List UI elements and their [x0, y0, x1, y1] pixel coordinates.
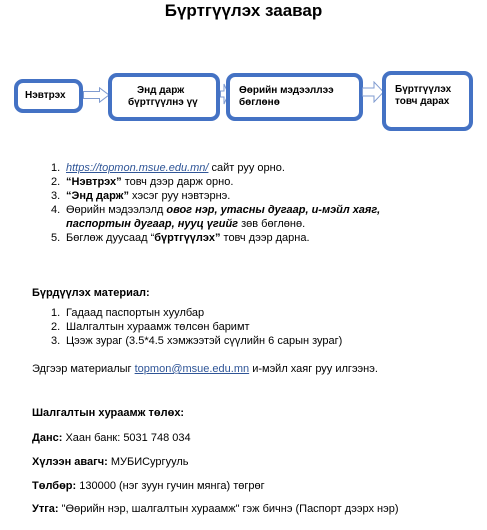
payment-value: МУБИСургууль [107, 456, 189, 468]
payment-heading: Шалгалтын хураамж төлөх: [32, 407, 185, 419]
emphasis-text: “Энд дарж” [66, 190, 129, 202]
materials-heading: Бүрдүүлэх материал: [32, 287, 150, 299]
flow-step-label: бөглөнө [239, 97, 280, 108]
emphasis-text: овог нэр, утасны дугаар, и-мэйл хаяг, [166, 204, 381, 216]
flow-step-login [14, 79, 83, 113]
list-number: 2. [51, 176, 61, 188]
emphasis-text: “Нэвтрэх” [66, 176, 122, 188]
flow-step-click-here [108, 73, 220, 121]
list-text: Цээж зураг (3.5*4.5 хэмжээтэй сүүлийн 6 сарын зураг) [66, 335, 343, 347]
list-text: зөв бөглөнө. [238, 218, 306, 230]
payment-row-amount [32, 480, 265, 492]
payment-key: Данс: [32, 432, 63, 444]
flow-step-label: товч дарах [395, 96, 450, 107]
flow-step-label: Бүртгүүлэх [395, 84, 452, 95]
note-text: и-мэйл хаяг руу илгээнэ. [249, 363, 378, 375]
site-link[interactable]: https://topmon.msue.edu.mn/ [66, 162, 209, 174]
payment-key: Утга: [32, 503, 59, 515]
list-text: сайт руу орно. [208, 162, 285, 174]
list-text: Шалгалтын хураамж төлсөн баримт [66, 321, 250, 333]
list-text: Бөглөж дуусаад “ [66, 232, 155, 244]
steps-list [51, 161, 471, 245]
list-item [51, 189, 471, 203]
emphasis-text: бүртгүүлэх” [154, 232, 221, 244]
payment-key: Хүлээн авагч: [32, 456, 108, 468]
flow-step-label: Өөрийн мэдээллээ [239, 85, 334, 96]
list-item [51, 320, 471, 334]
list-item [51, 175, 471, 189]
list-text: Гадаад паспортын хуулбар [66, 307, 205, 319]
list-number: 3. [51, 190, 61, 202]
payment-value: Хаан банк: 5031 748 034 [62, 432, 191, 444]
list-item [51, 231, 471, 245]
flow-arrow-3 [362, 81, 384, 103]
email-link[interactable]: topmon@msue.edu.mn [134, 363, 250, 375]
list-number: 4. [51, 204, 61, 216]
list-item [51, 203, 471, 231]
flow-step-fill-info [226, 73, 363, 121]
list-number: 3. [51, 335, 61, 347]
flow-step-label: бүртгүүлнэ үү [128, 97, 198, 108]
flow-step-label: Нэвтрэх [25, 90, 66, 101]
list-item [51, 161, 471, 175]
list-item [51, 306, 471, 320]
payment-value: 130000 (нэг зуун гучин мянга) төгрөг [76, 480, 265, 492]
list-number: 5. [51, 232, 61, 244]
list-number: 1. [51, 307, 61, 319]
note-text: Эдгээр материалыг [32, 363, 135, 375]
page-title: Бүртгүүлэх заавар [164, 1, 323, 20]
list-number: 2. [51, 321, 61, 333]
list-text: хэсэг руу нэвтэрнэ. [128, 190, 231, 202]
list-text: товч дээр дарна. [220, 232, 310, 244]
registration-flow-diagram [0, 0, 487, 140]
payment-value: "Өөрийн нэр, шалгалтын хураамж" гэж бичнэ (Паспорт дээрх нэр) [58, 503, 399, 515]
emphasis-text: паспортын дугаар, нууц үгийг [66, 218, 239, 230]
flow-arrow-1 [83, 87, 110, 103]
payment-row-purpose [32, 503, 399, 515]
payment-row-recipient [32, 456, 188, 468]
list-text: товч дээр дарж орно. [121, 176, 234, 188]
flow-step-label: Энд дарж [137, 85, 185, 96]
payment-row-account [32, 432, 191, 444]
list-text: Өөрийн мэдээлэлд [66, 204, 167, 216]
list-number: 1. [51, 162, 61, 174]
materials-note [32, 363, 378, 375]
payment-key: Төлбөр: [32, 480, 77, 492]
flow-step-register-button [382, 71, 473, 131]
list-item [51, 334, 471, 348]
materials-list [51, 306, 471, 348]
